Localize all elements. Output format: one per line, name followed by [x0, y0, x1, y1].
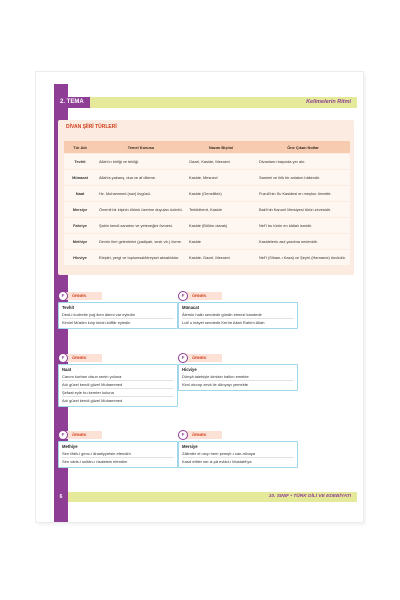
notes-cell: Fuzulî'nin Su Kasidesi en meşhur örnektir. — [256, 186, 350, 201]
form-cell: Kaside — [186, 234, 256, 249]
example-verse-line: Adı güzel kendi güzel Muhammed — [62, 398, 123, 403]
type-name-cell: Tevhit — [64, 154, 96, 169]
footer-band — [54, 492, 357, 502]
example-f-icon: F — [58, 291, 68, 301]
example-f-icon: F — [58, 430, 68, 440]
example-box-naat — [58, 364, 178, 407]
table-header-row — [64, 141, 350, 153]
example-title: Naat — [62, 367, 72, 372]
example-box-munacat — [178, 302, 298, 329]
example-verse-line: Kimini Müslim kılıp kimin küffâr eyledin — [62, 320, 131, 325]
type-name-cell: Hicviye — [64, 250, 96, 265]
notes-cell: Divanların başında yer alır. — [256, 154, 350, 169]
example-badge-label: ÖRNEK — [72, 355, 87, 360]
example-box-methiye — [58, 441, 178, 468]
section-title: DİVAN ŞİİRİ TÜRLERİ — [66, 124, 117, 130]
example-title: Mersiye — [182, 444, 198, 449]
example-verse-line: Dest-i kudretle yoğ iken âlemi var eyledin — [62, 311, 174, 319]
column-header: Temel Konusu — [96, 141, 186, 153]
example-badge — [62, 292, 102, 300]
example-badge — [62, 431, 102, 439]
example-verse-line: Kimi oturup zevk ile dünyayı yemekte — [182, 382, 249, 387]
column-header: Öne Çıkan Notlar — [256, 141, 350, 153]
theme-label: 2. TEMA — [54, 97, 90, 108]
example-verse-line: Dünyâ talebiyle kimisin halkın emekte — [182, 373, 294, 381]
topic-cell: Allah'ın birliği ve tekliği. — [96, 154, 186, 169]
example-box-hicviye — [178, 364, 298, 391]
page-number: 6 — [54, 492, 68, 502]
table-row — [64, 186, 350, 201]
example-f-icon: F — [58, 353, 68, 363]
example-verse-line: Sen fâtih-i genc-i âhadiyyetsin efendim — [62, 450, 174, 458]
example-verse-line: Kasd ettiler ser-â-pâ evlâd-ı Mustafâ'ya — [182, 459, 252, 464]
notes-cell: Kasidelerin asıl yazılma nedenidir. — [256, 234, 350, 249]
unit-title: Kelimelerin Ritmi — [306, 99, 351, 105]
example-badge — [182, 431, 222, 439]
example-verse-line: Lutf u inâyet sendedir Kerîm Allah Rahîm Allah — [182, 320, 265, 325]
example-f-icon: F — [178, 291, 188, 301]
form-cell: Kaside, Mesnevi — [186, 170, 256, 185]
book-title: 10. SINIF • TÜRK DİLİ VE EDEBİYATI — [268, 494, 351, 499]
example-verse-line: Adı güzel kendi güzel Muhammed — [62, 381, 174, 389]
example-badge — [182, 354, 222, 362]
example-verse-line: Sen vâris-i sultân-ı risaletsin efendim — [62, 459, 128, 464]
table-row — [64, 202, 350, 217]
poetry-types-table — [64, 140, 350, 266]
table-row — [64, 250, 350, 265]
type-name-cell: Fahriye — [64, 218, 96, 233]
example-f-icon: F — [178, 353, 188, 363]
topic-cell: Önemli bir kişinin ölümü üzerine duyulan üzüntü. — [96, 202, 186, 217]
table-row — [64, 170, 350, 185]
example-verse-line: Âlemin halkı sendedir günâh etmezi kandedir — [182, 311, 294, 319]
example-badge-label: ÖRNEK — [192, 293, 207, 298]
example-badge-label: ÖRNEK — [192, 355, 207, 360]
topic-cell: Şairin kendi sanatını ve yeteneğini övmesi. — [96, 218, 186, 233]
table-row — [64, 154, 350, 169]
example-badge — [182, 292, 222, 300]
example-verse-line: Canım kurban olsun senin yoluna — [62, 373, 174, 381]
header-band — [54, 97, 357, 108]
notes-cell: Nef'î (Siham-ı Kaza) ve Şeyhî (Harname) öncüdür. — [256, 250, 350, 265]
table-row — [64, 234, 350, 249]
example-box-tevhit — [58, 302, 178, 329]
example-verse-line: Şefaat eyle bu kemter kuluna — [62, 389, 174, 397]
example-badge-label: ÖRNEK — [192, 432, 207, 437]
topic-cell: Hz. Muhammed (sav) övgüsü. — [96, 186, 186, 201]
example-box-mersiye — [178, 441, 298, 468]
form-cell: Terkibibent, Kaside — [186, 202, 256, 217]
form-cell: Kaside, Gazel, Mesnevi — [186, 250, 256, 265]
topic-cell: Devrin ileri gelenlerini (padişah, vezir vb.) övme. — [96, 234, 186, 249]
type-name-cell: Naat — [64, 186, 96, 201]
type-name-cell: Münacat — [64, 170, 96, 185]
topic-cell: Eleştiri, yergi ve toplumsal/bireysel aksaklıklar. — [96, 250, 186, 265]
example-title: Münacat — [182, 305, 199, 310]
example-title: Tevhit — [62, 305, 75, 310]
notes-cell: Nef'î bu türün en iddialı ismidir. — [256, 218, 350, 233]
form-cell: Kaside (Bölüm olarak) — [186, 218, 256, 233]
notes-cell: Samimi ve lirik bir anlatım hâkimdir. — [256, 170, 350, 185]
type-name-cell: Methiye — [64, 234, 96, 249]
example-title: Methiye — [62, 444, 78, 449]
form-cell: Gazel, Kaside, Mesnevi — [186, 154, 256, 169]
example-badge-label: ÖRNEK — [72, 432, 87, 437]
topic-cell: Allah'a yakarış, dua ve af dileme. — [96, 170, 186, 185]
example-title: Hicviye — [182, 367, 197, 372]
example-badge — [62, 354, 102, 362]
table-row — [64, 218, 350, 233]
example-verse-line: Zâlimler el urup hem şemşîr-i can-rübaya — [182, 450, 294, 458]
example-badge-label: ÖRNEK — [72, 293, 87, 298]
column-header: Nazım Biçimi — [186, 141, 256, 153]
type-name-cell: Mersiye — [64, 202, 96, 217]
form-cell: Kaside (Genellikle) — [186, 186, 256, 201]
example-f-icon: F — [178, 430, 188, 440]
column-header: Tür Adı — [64, 141, 96, 153]
notes-cell: Bakî'nin Kanunî Mersiyesi türün zirvesidir. — [256, 202, 350, 217]
